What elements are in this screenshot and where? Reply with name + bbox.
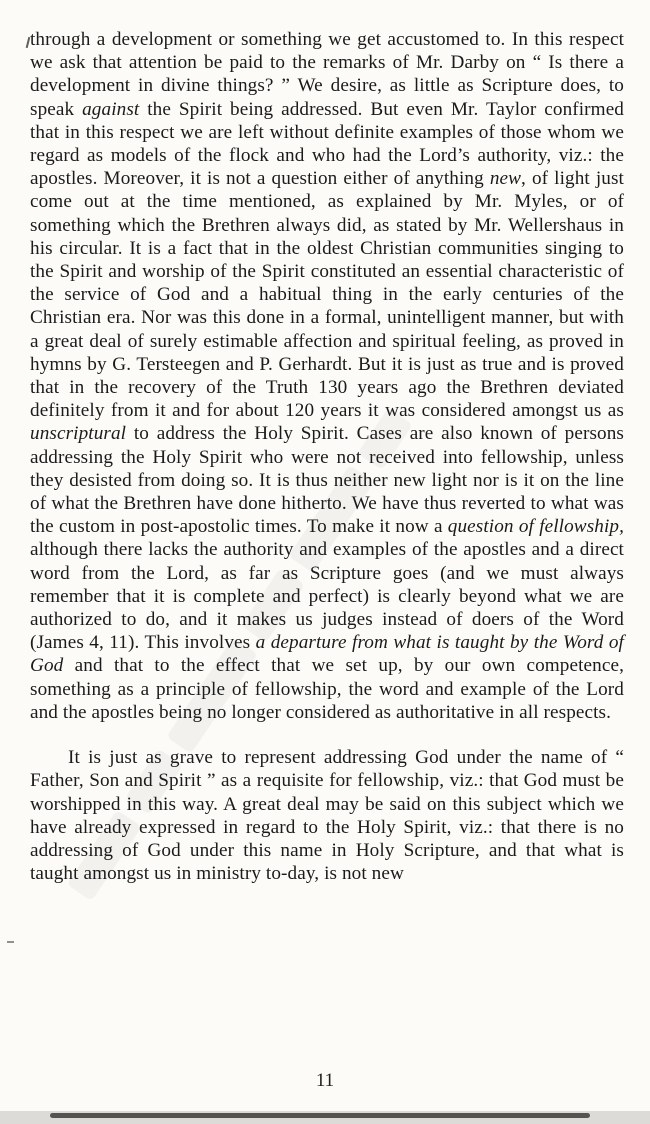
paragraph bbox=[30, 746, 624, 885]
text-run: , of light just come out at the time mentioned, as explained by Mr. Myles, or of something which the Brethren always did, as stated by Mr. Wellershaus in his circular. It is a fact that in the oldest Christian communities singing to the Spirit and worship of the Spirit constituted an essential characteristic of the service of God and a habitual thing in the early centuries of the Christian era. Nor was this done in a formal, unintelligent manner, but with a great deal of surely estimable affection and spiritual feeling, as proved in hymns by G. Tersteegen and P. Gerhardt. But it is just as true and is proved that in the recovery of the Truth 130 years ago the Brethren deviated definitely from it and for about 120 years it was considered amongst us as bbox=[30, 168, 624, 422]
italic-text-run: against bbox=[82, 98, 140, 120]
italic-text-run: question of fellowship, bbox=[447, 516, 624, 538]
text-run: the Spirit being addressed. But even Mr. Taylor confirmed that in this respect we are left without definite examples of those whom we regard as models of the flock and who had the Lord’s authority, viz.: the apostles. Moreover, it is not a question either of anything bbox=[30, 98, 625, 190]
page-number: 11 bbox=[315, 1070, 335, 1091]
text-run: through a development or something we get accustomed to. In this respect we ask that attention be paid to the remarks of Mr. Darby on “ Is there a development in divine things? ” We desire, as little as Scripture does, to speak bbox=[30, 29, 624, 120]
scan-speck bbox=[7, 941, 14, 943]
scan-edge-line bbox=[50, 1113, 590, 1118]
text-run: although there lacks the authority and examples of the apostles and a direct word from the Lord, as far as Scripture goes (and we must always remember that it is complete and perfect) is clearly beyond what we are authorized to do, and it makes us judges instead of doers of the Word (James 4, 11). This involves bbox=[30, 539, 624, 654]
italic-text-run: new bbox=[489, 168, 522, 190]
italic-text-run: unscriptural bbox=[30, 423, 127, 445]
text-run: and that to the effect that we set up, by our own competence, something as a principle of fellowship, the word and example of the Lord and the apostles being no longer considered as authoritative in all respects. bbox=[30, 655, 624, 723]
text-run: It is just as grave to represent addressing God under the name of “ Father, Son and Spirit ” as a requisite for fellowship, viz.: that God must be worshipped in this way. A great deal may be said on this subject which we have already expressed in regard to the Holy Spirit, viz.: that there is no addressing of God under this name in Holy Scripture, and that what is taught amongst us in ministry to-day, is not new bbox=[30, 747, 624, 885]
paragraph bbox=[30, 28, 624, 724]
italic-text-run: a departure from what is taught by the Word of God bbox=[30, 632, 624, 677]
text-body bbox=[30, 28, 624, 885]
text-run: to address the Holy Spirit. Cases are also known of persons addressing the Holy Spirit who were not received into fellowship, unless they desisted from doing so. It is thus neither new light nor is it on the line of what the Brethren have done hitherto. We have thus reverted to what was the custom in post-apostolic times. To make it now a bbox=[30, 423, 624, 538]
